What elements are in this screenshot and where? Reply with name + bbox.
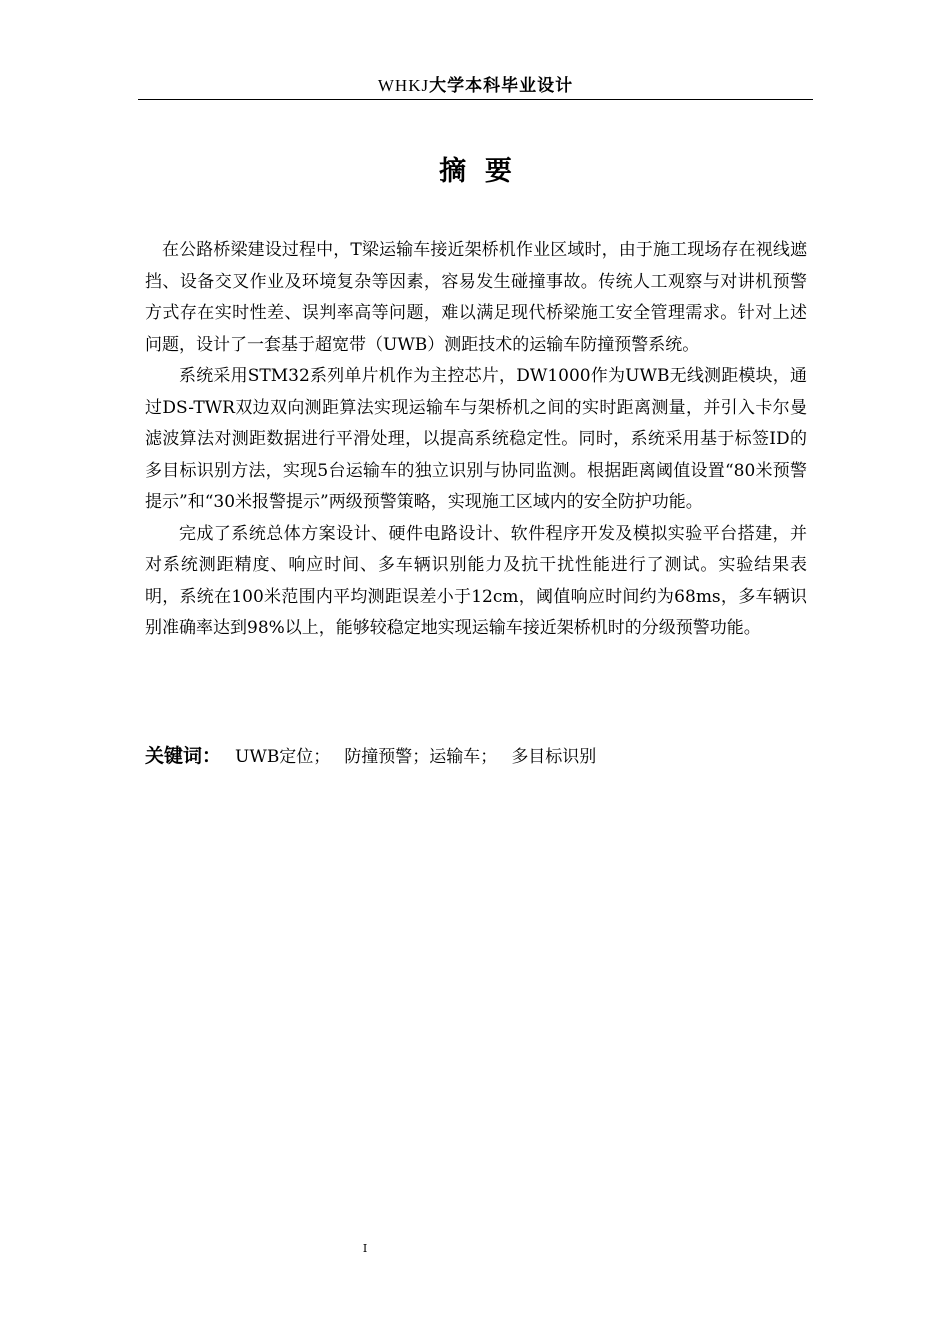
header-divider [138,99,813,100]
abstract-heading: 摘 要 [439,156,512,187]
header-school-code: WHKJ [377,76,430,95]
keyword-item: 多目标识别 [511,747,597,767]
page-number: I [362,1242,368,1255]
abstract-body [145,235,807,645]
abstract-paragraph-1: 在公路桥梁建设过程中，T梁运输车接近架桥机作业区域时，由于施工现场存在视线遮挡、设备交叉作业及环境复杂等因素，容易发生碰撞事故。传统人工观察与对讲机预警方式存在实时性差、误判率高等问题，难以满足现代桥梁施工安全管理需求。针对上述问题，设计了一套基于超宽带（UWB）测距技术的运输车防撞预警系统。 [145,240,807,355]
keywords-label: 关键词： [145,745,222,767]
keyword-item: UWB定位； [235,747,331,767]
keyword-item: 防撞预警；运输车； [344,747,498,767]
running-header [138,74,813,98]
keywords-line [145,741,596,772]
header-title: 大学本科毕业设计 [429,76,574,96]
abstract-paragraph-2: 系统采用STM32系列单片机作为主控芯片，DW1000作为UWB无线测距模块，通过DS-TWR双边双向测距算法实现运输车与架桥机之间的实时距离测量，并引入卡尔曼滤波算法对测距数据进行平滑处理，以提高系统稳定性。同时，系统采用基于标签ID的多目标识别方法，实现5台运输车的独立识别与协同监测。根据距离阈值设置“80米预警提示”和“30米报警提示”两级预警策略，实现施工区域内的安全防护功能。 [145,366,807,512]
abstract-paragraph-3: 完成了系统总体方案设计、硬件电路设计、软件程序开发及模拟实验平台搭建，并对系统测距精度、响应时间、多车辆识别能力及抗干扰性能进行了测试。实验结果表明，系统在100米范围内平均测距误差小于12cm，阈值响应时间约为68ms，多车辆识别准确率达到98%以上，能够较稳定地实现运输车接近架桥机时的分级预警功能。 [145,523,807,638]
